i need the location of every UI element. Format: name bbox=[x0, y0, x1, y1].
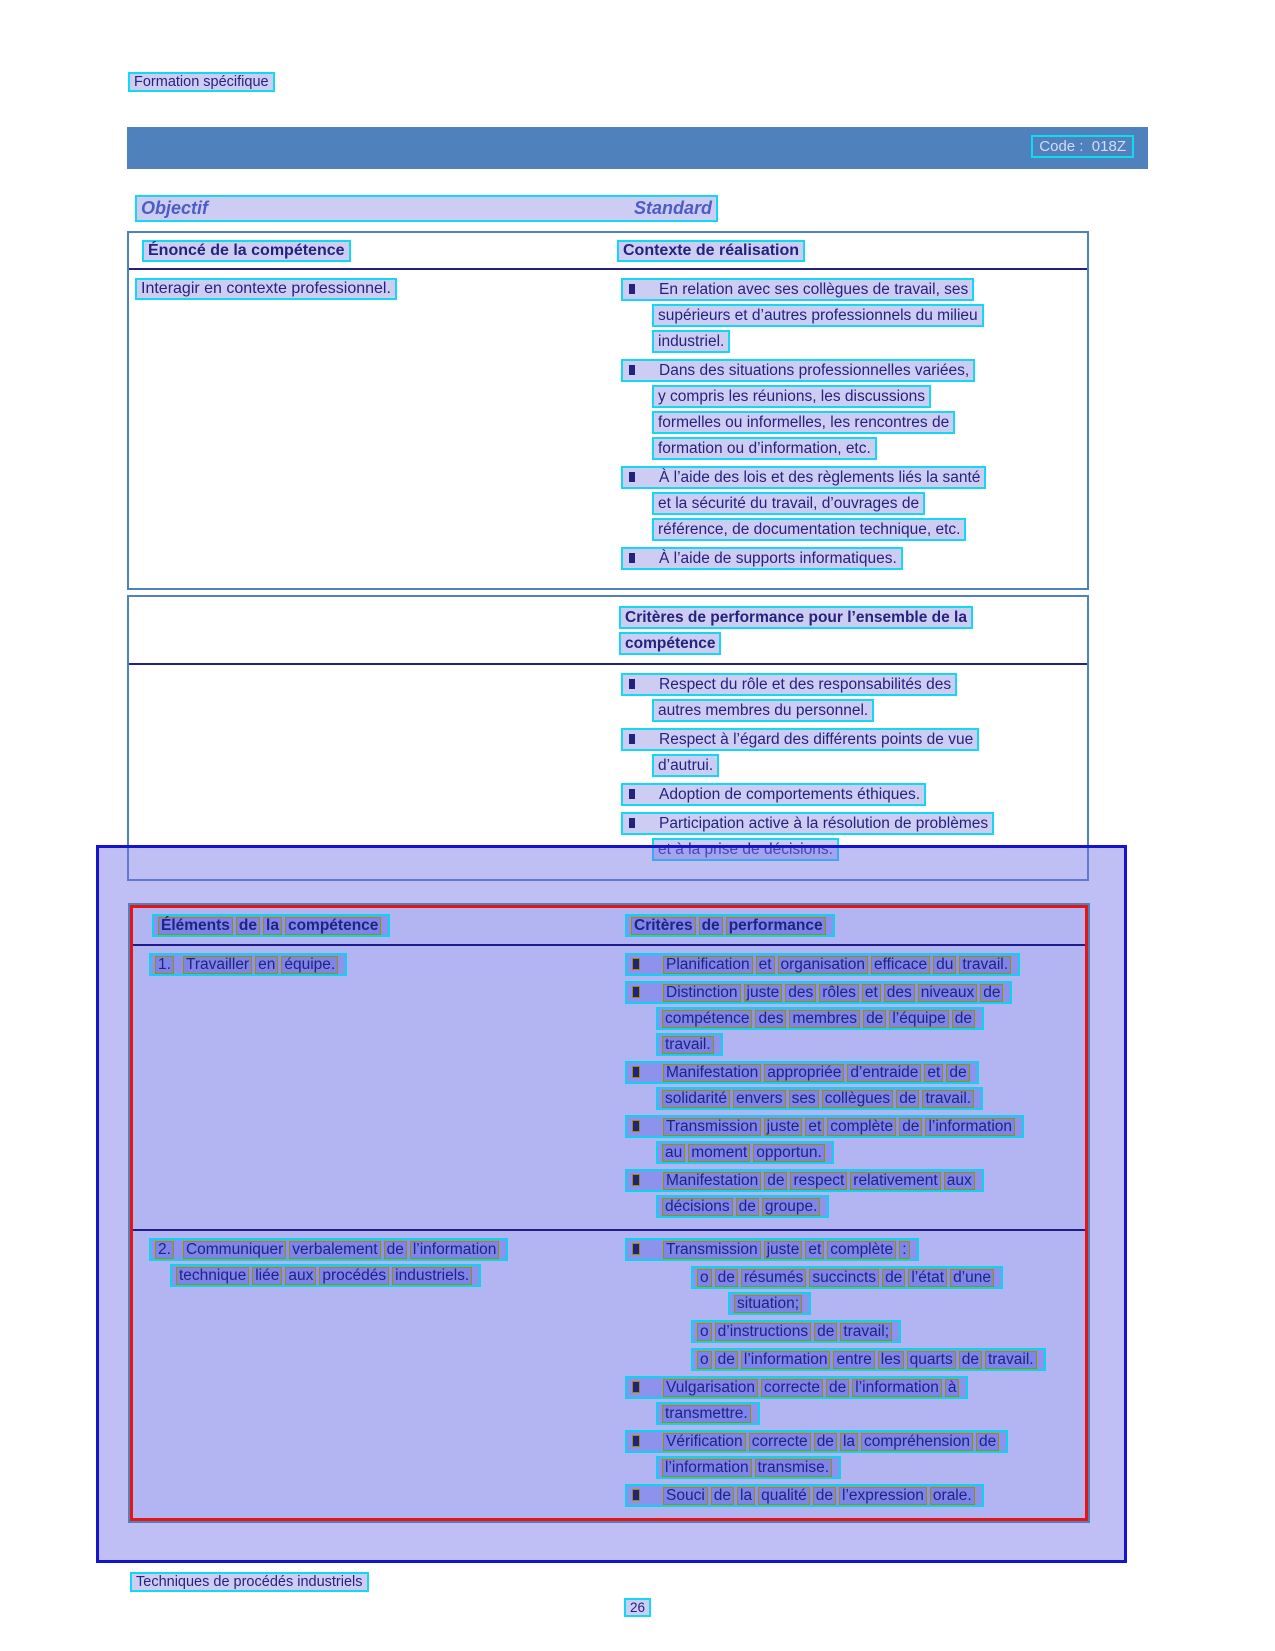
text-line-highlight bbox=[656, 1007, 984, 1030]
text-line bbox=[619, 1061, 1079, 1084]
word-highlight: verbalement bbox=[289, 1241, 380, 1259]
word-highlight: aux bbox=[944, 1172, 975, 1190]
word-highlight: de bbox=[236, 917, 260, 935]
text-line-highlight bbox=[691, 1348, 1046, 1371]
bullet-item bbox=[615, 673, 1081, 722]
word-highlight: solidarité bbox=[662, 1090, 730, 1108]
bullet-item bbox=[615, 783, 1081, 806]
contexte-bullet-list bbox=[615, 278, 1087, 576]
text-line-highlight: Respect à l’égard des différents points de vue bbox=[621, 728, 979, 751]
text-line bbox=[619, 1115, 1079, 1138]
element-1-criteres-list bbox=[619, 953, 1085, 1223]
word-highlight: travail. bbox=[922, 1090, 974, 1108]
text-line-highlight: À l’aide des lois et des règlements liés la santé bbox=[621, 466, 986, 489]
text-line-highlight bbox=[691, 1266, 1003, 1289]
text-line bbox=[652, 385, 1081, 408]
word-highlight: Manifestation bbox=[663, 1064, 761, 1082]
word-highlight: de bbox=[976, 1433, 999, 1451]
bullet-icon bbox=[633, 959, 639, 969]
text-line bbox=[656, 1456, 1079, 1479]
text-line bbox=[617, 606, 1081, 629]
word-highlight: correcte bbox=[761, 1379, 823, 1397]
word-highlight: correcte bbox=[749, 1433, 811, 1451]
bullet-item bbox=[619, 1348, 1079, 1371]
bullet-item bbox=[619, 1238, 1079, 1261]
text-line-highlight bbox=[149, 953, 347, 976]
bullet-icon bbox=[629, 818, 635, 828]
word-highlight: de bbox=[980, 984, 1003, 1002]
word-highlight: : bbox=[899, 1241, 909, 1259]
text-line bbox=[619, 1266, 1079, 1289]
footer-page-number: 26 bbox=[624, 1598, 651, 1617]
bullet-icon bbox=[633, 1175, 639, 1185]
word-highlight: et bbox=[862, 984, 881, 1002]
bullet-item bbox=[619, 1484, 1079, 1507]
word-highlight: procédés bbox=[319, 1267, 389, 1285]
text-line-highlight bbox=[625, 914, 835, 937]
bullet-icon bbox=[629, 472, 635, 482]
row-travailler-en-equipe bbox=[133, 946, 1085, 1231]
bullet-icon bbox=[629, 365, 635, 375]
word-highlight: en bbox=[255, 956, 278, 974]
word-highlight: à bbox=[945, 1379, 960, 1397]
word-highlight: des bbox=[755, 1010, 786, 1028]
word-highlight: Vérification bbox=[663, 1433, 746, 1451]
word-highlight: juste bbox=[764, 1118, 803, 1136]
text-line-highlight bbox=[149, 1238, 508, 1261]
word-highlight: l’état bbox=[908, 1269, 947, 1287]
word-highlight: et bbox=[805, 1241, 824, 1259]
text-line bbox=[656, 1007, 1079, 1030]
bullet-item bbox=[619, 1376, 1079, 1425]
bullet-icon bbox=[629, 789, 635, 799]
word-highlight: membres bbox=[789, 1010, 860, 1028]
word-highlight: complète bbox=[827, 1118, 896, 1136]
word-highlight: Distinction bbox=[663, 984, 741, 1002]
text-line-highlight bbox=[656, 1033, 723, 1056]
row-communiquer-verbalement bbox=[133, 1231, 1085, 1518]
word-highlight: d’entraide bbox=[847, 1064, 921, 1082]
word-highlight: relativement bbox=[850, 1172, 940, 1190]
bullet-item bbox=[615, 547, 1081, 570]
word-highlight: l’équipe bbox=[889, 1010, 948, 1028]
bullet-item bbox=[615, 466, 1081, 541]
text-line-highlight bbox=[625, 1484, 984, 1507]
text-line bbox=[170, 1264, 619, 1287]
text-line-highlight: autres membres du personnel. bbox=[652, 699, 874, 722]
bullet-item bbox=[619, 1169, 1079, 1218]
table1-header-row bbox=[129, 233, 1087, 270]
bullet-item bbox=[619, 1430, 1079, 1479]
word-highlight: et bbox=[924, 1064, 943, 1082]
text-line bbox=[143, 953, 619, 976]
word-highlight: l’information bbox=[410, 1241, 500, 1259]
text-line-highlight: Respect du rôle et des responsabilités des bbox=[621, 673, 957, 696]
word-highlight: de bbox=[826, 1379, 849, 1397]
bullet-icon bbox=[633, 1382, 639, 1392]
header-enonce-competence: Énoncé de la compétence bbox=[142, 240, 351, 262]
o-marker-icon: o bbox=[697, 1323, 712, 1341]
word-highlight: situation; bbox=[734, 1295, 802, 1313]
standard-label: Standard bbox=[633, 198, 712, 218]
word-highlight: de bbox=[715, 1351, 738, 1369]
word-highlight: ses bbox=[789, 1090, 819, 1108]
bullet-item bbox=[619, 1061, 1079, 1110]
header-criteres-performance bbox=[619, 914, 1085, 940]
word-highlight: d’une bbox=[950, 1269, 994, 1287]
text-line-highlight bbox=[728, 1292, 811, 1315]
table1-body-row bbox=[129, 270, 1087, 588]
text-line bbox=[619, 953, 1079, 976]
text-line-highlight bbox=[656, 1195, 829, 1218]
text-line bbox=[619, 1238, 1079, 1261]
word-highlight: transmettre. bbox=[662, 1405, 751, 1423]
text-line-highlight: et à la prise de décisions. bbox=[652, 838, 839, 861]
word-highlight: de bbox=[946, 1064, 969, 1082]
text-line-highlight bbox=[625, 1430, 1008, 1453]
text-line bbox=[619, 1320, 1079, 1343]
bullet-icon bbox=[633, 987, 639, 997]
word-highlight: l’information bbox=[852, 1379, 942, 1397]
word-highlight: quarts bbox=[907, 1351, 956, 1369]
top-label bbox=[128, 72, 275, 92]
word-highlight: appropriée bbox=[764, 1064, 844, 1082]
word-highlight: transmise. bbox=[755, 1459, 833, 1477]
text-line bbox=[656, 1402, 1079, 1425]
header-elements-competence bbox=[133, 914, 619, 940]
bullet-item bbox=[619, 1320, 1079, 1343]
word-highlight: d’instructions bbox=[715, 1323, 811, 1341]
word-highlight: 1. bbox=[155, 956, 174, 974]
text-line-highlight: d’autrui. bbox=[652, 754, 719, 777]
text-line bbox=[617, 632, 1081, 655]
text-line bbox=[615, 359, 1081, 382]
word-highlight: des bbox=[884, 984, 915, 1002]
word-highlight: de bbox=[813, 1487, 836, 1505]
word-highlight: au bbox=[662, 1144, 685, 1162]
text-line-highlight: Participation active à la résolution de problèmes bbox=[621, 812, 994, 835]
word-highlight: rôles bbox=[819, 984, 859, 1002]
word-highlight: de bbox=[959, 1351, 982, 1369]
text-line bbox=[652, 437, 1081, 460]
text-line-highlight bbox=[656, 1087, 983, 1110]
word-highlight: juste bbox=[744, 984, 783, 1002]
word-highlight: respect bbox=[790, 1172, 847, 1190]
word-highlight: opportun. bbox=[753, 1144, 825, 1162]
footer-program-wrap bbox=[130, 1572, 369, 1592]
text-line-highlight bbox=[625, 1115, 1024, 1138]
text-line-highlight: Dans des situations professionnelles variées, bbox=[621, 359, 975, 382]
header-contexte-realisation: Contexte de réalisation bbox=[617, 240, 805, 262]
word-highlight: de bbox=[882, 1269, 905, 1287]
table2-body-row bbox=[129, 665, 1087, 879]
word-highlight: travail. bbox=[959, 956, 1011, 974]
word-highlight: moment bbox=[688, 1144, 750, 1162]
table-enonce-competence bbox=[127, 231, 1089, 590]
footer-page-wrap bbox=[0, 1598, 1275, 1617]
text-line-highlight bbox=[656, 1141, 834, 1164]
word-highlight: Souci bbox=[663, 1487, 708, 1505]
word-highlight: l’expression bbox=[839, 1487, 927, 1505]
text-line bbox=[656, 1195, 1079, 1218]
text-line bbox=[619, 914, 1079, 937]
bullet-icon bbox=[633, 1490, 639, 1500]
text-line-highlight: Critères de performance pour l’ensemble de la bbox=[619, 606, 973, 629]
code-badge: Code : 018Z bbox=[1031, 135, 1134, 158]
word-highlight: Vulgarisation bbox=[663, 1379, 758, 1397]
text-line bbox=[619, 1169, 1079, 1192]
text-line bbox=[619, 1376, 1079, 1399]
text-line bbox=[615, 547, 1081, 570]
word-highlight: Critères bbox=[631, 917, 696, 935]
header-bar bbox=[127, 127, 1148, 169]
word-highlight: orale. bbox=[930, 1487, 975, 1505]
competence-statement: Interagir en contexte professionnel. bbox=[135, 278, 397, 300]
top-label-text: Formation spécifique bbox=[128, 72, 275, 92]
word-highlight: de bbox=[863, 1010, 886, 1028]
text-line-highlight: y compris les réunions, les discussions bbox=[652, 385, 931, 408]
word-highlight: de bbox=[711, 1487, 734, 1505]
word-highlight: l’information bbox=[925, 1118, 1015, 1136]
text-line-highlight bbox=[656, 1402, 760, 1425]
word-highlight: résumés bbox=[741, 1269, 806, 1287]
bullet-item bbox=[619, 1266, 1079, 1315]
text-line-highlight bbox=[152, 914, 390, 937]
word-highlight: de bbox=[736, 1198, 759, 1216]
word-highlight: Travailler bbox=[183, 956, 252, 974]
text-line-highlight: formation ou d’information, etc. bbox=[652, 437, 877, 460]
word-highlight: Communiquer bbox=[183, 1241, 286, 1259]
text-line bbox=[146, 914, 619, 937]
o-marker-icon: o bbox=[697, 1269, 712, 1287]
text-line bbox=[652, 699, 1081, 722]
text-line bbox=[728, 1292, 1079, 1315]
bullet-icon bbox=[629, 553, 635, 563]
text-line-highlight bbox=[170, 1264, 481, 1287]
word-highlight: de bbox=[715, 1269, 738, 1287]
word-highlight: groupe. bbox=[762, 1198, 821, 1216]
text-line bbox=[615, 728, 1081, 751]
text-line-highlight: supérieurs et d’autres professionnels du milieu bbox=[652, 304, 984, 327]
word-highlight: de bbox=[814, 1323, 837, 1341]
text-line bbox=[656, 1033, 1079, 1056]
word-highlight: la bbox=[840, 1433, 858, 1451]
text-line-highlight bbox=[625, 1061, 979, 1084]
bullet-item bbox=[615, 728, 1081, 777]
word-highlight: Manifestation bbox=[663, 1172, 761, 1190]
word-highlight: compréhension bbox=[861, 1433, 973, 1451]
element-1-label bbox=[133, 953, 619, 1223]
bullet-item bbox=[615, 278, 1081, 353]
text-line bbox=[615, 783, 1081, 806]
bullet-item bbox=[615, 359, 1081, 460]
word-highlight: succincts bbox=[809, 1269, 879, 1287]
word-highlight: niveaux bbox=[918, 984, 977, 1002]
word-highlight: de bbox=[699, 917, 723, 935]
word-highlight: l’information bbox=[662, 1459, 752, 1477]
objectif-label: Objectif bbox=[141, 198, 209, 218]
objectif-standard-bar bbox=[135, 195, 718, 222]
text-line bbox=[652, 330, 1081, 353]
word-highlight: travail. bbox=[662, 1036, 714, 1054]
word-highlight: aux bbox=[285, 1267, 316, 1285]
text-line bbox=[619, 1430, 1079, 1453]
text-line bbox=[652, 492, 1081, 515]
text-line-highlight: À l’aide de supports informatiques. bbox=[621, 547, 903, 570]
criteres-ensemble-header bbox=[615, 606, 1087, 658]
text-line-highlight: et la sécurité du travail, d’ouvrages de bbox=[652, 492, 925, 515]
text-line-highlight: compétence bbox=[619, 632, 721, 655]
table-elements-competence bbox=[130, 905, 1088, 1521]
word-highlight: travail. bbox=[985, 1351, 1037, 1369]
text-line-highlight: Adoption de comportements éthiques. bbox=[621, 783, 926, 806]
o-marker-icon: o bbox=[697, 1351, 712, 1369]
word-highlight: entre bbox=[833, 1351, 874, 1369]
text-line bbox=[652, 518, 1081, 541]
text-line bbox=[652, 304, 1081, 327]
text-line-highlight bbox=[625, 1238, 919, 1261]
word-highlight: et bbox=[805, 1118, 824, 1136]
word-highlight: compétence bbox=[285, 917, 381, 935]
text-line-highlight: référence, de documentation technique, etc. bbox=[652, 518, 966, 541]
word-highlight: de bbox=[764, 1172, 787, 1190]
word-highlight: performance bbox=[726, 917, 826, 935]
bullet-icon bbox=[629, 734, 635, 744]
criteres-ensemble-bullet-list bbox=[615, 673, 1087, 867]
text-line-highlight bbox=[625, 1169, 984, 1192]
text-line bbox=[619, 1348, 1079, 1371]
word-highlight: de bbox=[814, 1433, 837, 1451]
text-line bbox=[652, 411, 1081, 434]
text-line-highlight bbox=[691, 1320, 901, 1343]
word-highlight: équipe. bbox=[281, 956, 338, 974]
bullet-item bbox=[619, 953, 1079, 976]
text-line bbox=[143, 1238, 619, 1261]
element-2-label bbox=[133, 1238, 619, 1512]
text-line bbox=[619, 1484, 1079, 1507]
bullet-icon bbox=[633, 1067, 639, 1077]
word-highlight: collègues bbox=[822, 1090, 894, 1108]
word-highlight: qualité bbox=[758, 1487, 810, 1505]
word-highlight: envers bbox=[733, 1090, 786, 1108]
bullet-icon bbox=[633, 1436, 639, 1446]
element-2-criteres-list bbox=[619, 1238, 1085, 1512]
word-highlight: décisions bbox=[662, 1198, 733, 1216]
text-line bbox=[652, 838, 1081, 861]
word-highlight: liée bbox=[252, 1267, 282, 1285]
text-line-highlight: En relation avec ses collègues de travail, ses bbox=[621, 278, 974, 301]
text-line bbox=[615, 673, 1081, 696]
word-highlight: de bbox=[384, 1241, 407, 1259]
word-highlight: efficace bbox=[871, 956, 930, 974]
word-highlight: les bbox=[878, 1351, 904, 1369]
word-highlight: travail; bbox=[840, 1323, 892, 1341]
text-line bbox=[656, 1087, 1079, 1110]
word-highlight: de bbox=[896, 1090, 919, 1108]
word-highlight: l’information bbox=[741, 1351, 831, 1369]
text-line bbox=[656, 1141, 1079, 1164]
word-highlight: juste bbox=[764, 1241, 803, 1259]
bullet-icon bbox=[633, 1121, 639, 1131]
text-line bbox=[615, 278, 1081, 301]
word-highlight: de bbox=[952, 1010, 975, 1028]
bullet-item bbox=[619, 981, 1079, 1056]
text-line bbox=[615, 466, 1081, 489]
text-line-highlight: formelles ou informelles, les rencontres de bbox=[652, 411, 955, 434]
word-highlight: la bbox=[263, 917, 282, 935]
text-line-highlight bbox=[625, 953, 1020, 976]
text-line bbox=[652, 754, 1081, 777]
footer-program: Techniques de procédés industriels bbox=[130, 1572, 369, 1592]
word-highlight: industriels. bbox=[392, 1267, 472, 1285]
word-highlight: de bbox=[899, 1118, 922, 1136]
word-highlight: Transmission bbox=[663, 1241, 761, 1259]
word-highlight: technique bbox=[176, 1267, 249, 1285]
word-highlight: complète bbox=[827, 1241, 896, 1259]
table3-header-row bbox=[133, 908, 1085, 946]
word-highlight: organisation bbox=[778, 956, 868, 974]
bullet-icon bbox=[629, 284, 635, 294]
table-criteres-ensemble bbox=[127, 595, 1089, 881]
word-highlight: 2. bbox=[155, 1241, 174, 1259]
word-highlight: Transmission bbox=[663, 1118, 761, 1136]
table2-header-row bbox=[129, 597, 1087, 665]
text-line-highlight bbox=[656, 1456, 841, 1479]
bullet-item bbox=[619, 1115, 1079, 1164]
word-highlight: Éléments bbox=[158, 917, 233, 935]
word-highlight: la bbox=[737, 1487, 755, 1505]
bullet-item bbox=[615, 812, 1081, 861]
word-highlight: compétence bbox=[662, 1010, 752, 1028]
text-line-highlight: industriel. bbox=[652, 330, 730, 353]
text-line-highlight bbox=[625, 1376, 968, 1399]
text-line bbox=[619, 981, 1079, 1004]
word-highlight: Planification bbox=[663, 956, 753, 974]
word-highlight: des bbox=[785, 984, 816, 1002]
bullet-icon bbox=[629, 679, 635, 689]
text-line-highlight bbox=[625, 981, 1012, 1004]
text-line bbox=[615, 812, 1081, 835]
word-highlight: et bbox=[756, 956, 775, 974]
word-highlight: du bbox=[933, 956, 956, 974]
bullet-icon bbox=[633, 1244, 639, 1254]
